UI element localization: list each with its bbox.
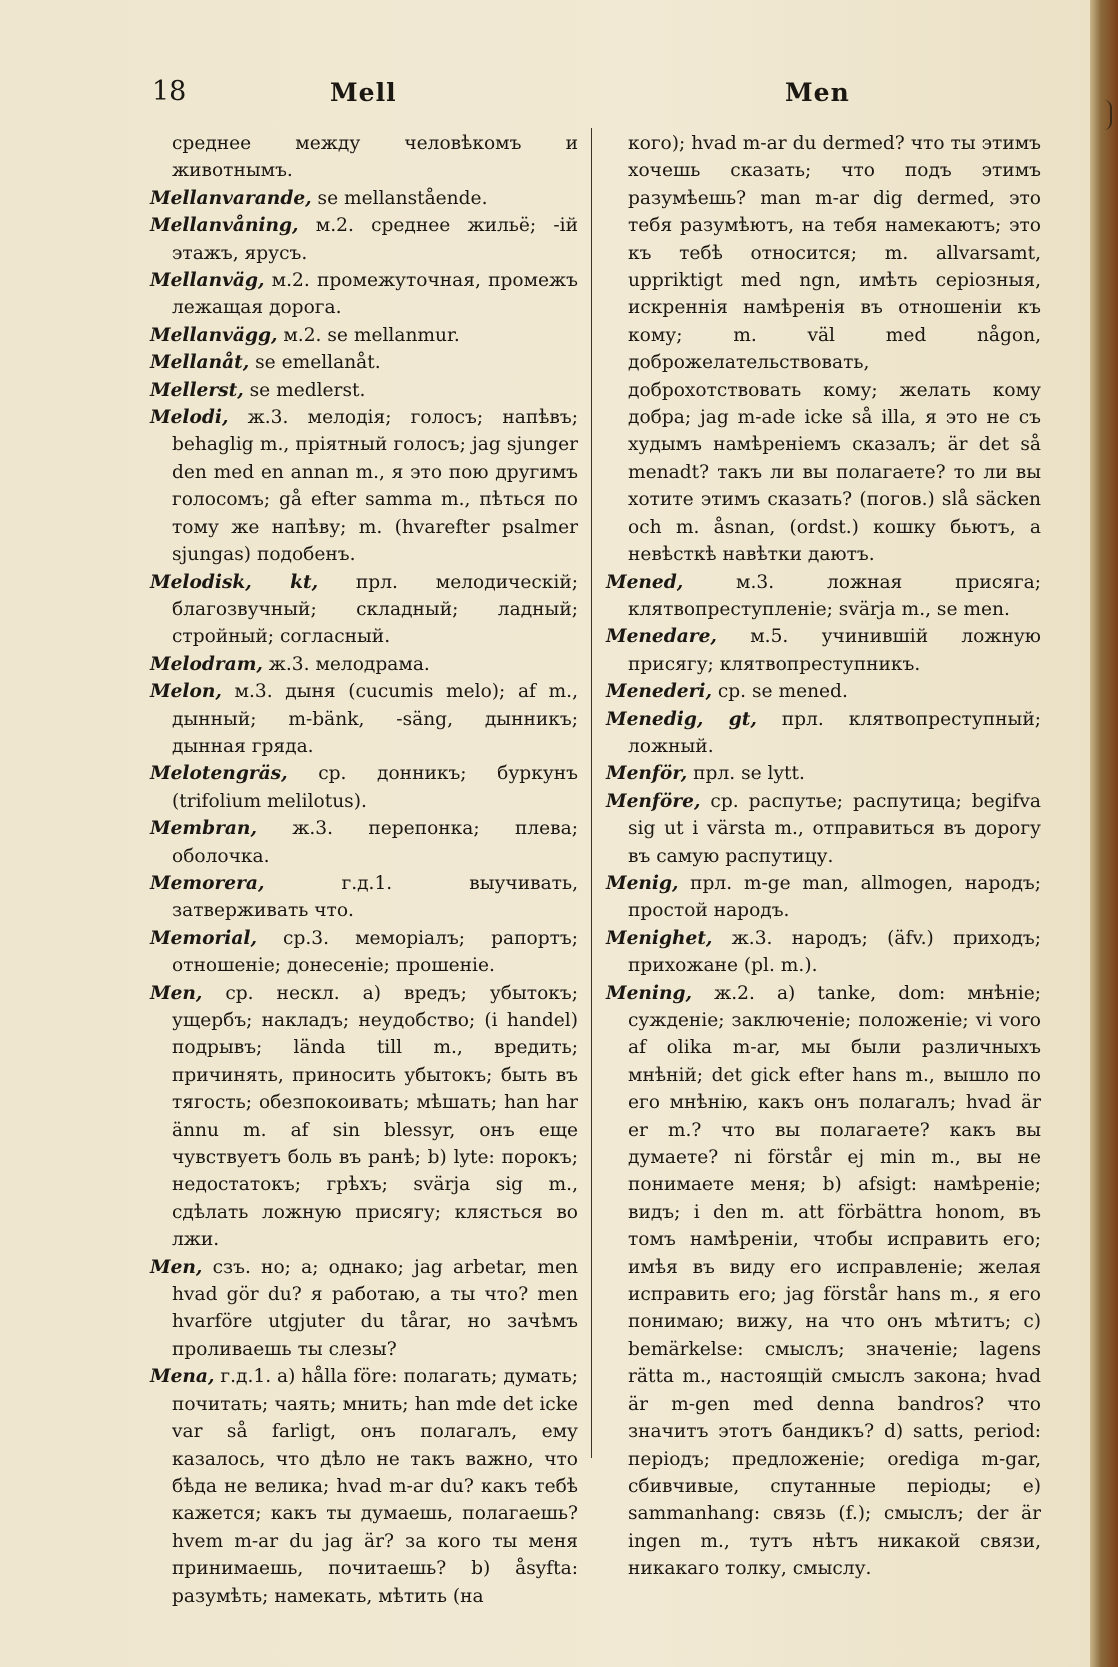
- dictionary-entry: [150, 322, 578, 349]
- entry-headword: Mena,: [150, 1366, 215, 1388]
- dictionary-entry: [606, 569, 1041, 624]
- entry-headword: Mellerst,: [150, 379, 244, 401]
- entry-headword: Menföre,: [606, 790, 701, 812]
- entry-headword: Mellanvägg,: [150, 324, 278, 346]
- entry-definition: ср. se mened.: [711, 681, 848, 703]
- dictionary-entry: [150, 678, 578, 760]
- entry-definition: ср.3. меморіалъ; рапортъ; отношеніе; донесеніе; прошеніе.: [172, 927, 578, 977]
- dictionary-entry: [150, 870, 578, 925]
- entry-definition: ж.3. мелодія; голосъ; напѣвъ; behaglig m., пріятный голосъ; jag sjunger den med en annan m., я это пою другимъ голосомъ; gå efter samma m., пѣться по тому же напѣву; m. (hvarefter psalmer sjungas) подобенъ.: [172, 407, 578, 566]
- entry-headword: Menför,: [606, 763, 688, 785]
- dictionary-entry: [606, 760, 1041, 787]
- entry-definition: ср. распутье; распутица; begifva sig ut i värsta m., отправиться въ дорогу въ самую распутицу.: [628, 790, 1041, 867]
- entry-headword: Menederi,: [606, 681, 712, 703]
- entry-headword: Membran,: [150, 818, 257, 840]
- entry-headword: Mellanväg,: [150, 270, 265, 292]
- guide-word-right: Men: [785, 78, 850, 107]
- left-column: [150, 130, 578, 1610]
- entry-headword: Mellanvåning,: [150, 215, 299, 237]
- bracket-mark: [1100, 100, 1112, 130]
- entry-definition: ср. донникъ; буркунъ (trifolium melilotus).: [172, 763, 578, 812]
- entry-definition: ж.3. народъ; (äfv.) приходъ; прихожане (pl. m.).: [628, 927, 1041, 977]
- page-edge: [1090, 0, 1118, 1667]
- entry-definition: м.2. среднее жильё; -ій этажъ, ярусъ.: [172, 215, 578, 264]
- entry-definition: кого); hvad m-ar du dermed? что ты этимъ хочешь сказать; что подъ этимъ разумѣешь? man m-ar dig dermed, это тебя разумѣютъ, на тебя намекаютъ; это къ тебѣ относится; m. allvarsamt, uppriktigt med ngn, имѣть серіозныя, искреннія намѣренія въ отношеніи къ кому; m. väl med någon, доброжелательствовать, доброхотствовать кому; желать кому добра; jag m-ade icke så illa, я это не съ худымъ намѣреніемъ сказалъ; är det så menadt? такъ ли вы полагаете? то ли вы хотите этимъ сказать? (погов.) slå säcken och m. åsnan, (ordst.) кошку бьютъ, а невѣсткѣ навѣтки даютъ.: [628, 133, 1041, 566]
- dictionary-entry: [150, 1363, 578, 1610]
- dictionary-entry: [150, 651, 578, 678]
- page-header: [0, 72, 1090, 112]
- entry-headword: Men,: [150, 1256, 203, 1278]
- dictionary-entry: [606, 788, 1041, 870]
- entry-headword: Menighet,: [606, 927, 713, 949]
- entry-headword: Menig,: [606, 872, 679, 894]
- entry-headword: Men,: [150, 982, 203, 1004]
- entry-headword: Melotengräs,: [150, 763, 288, 785]
- entry-definition: г.д.1. выучивать, затверживать что.: [172, 872, 578, 922]
- guide-word-left: Mell: [330, 78, 397, 107]
- entry-definition: прл. мелодическій; благозвучный; складный; ладный; стройный; согласный.: [172, 571, 578, 648]
- dictionary-entry: [150, 925, 578, 980]
- dictionary-entry: [150, 212, 578, 267]
- column-divider: [591, 128, 592, 1458]
- entry-definition: ж.3. мелодрама.: [262, 653, 430, 675]
- dictionary-entry: [606, 925, 1041, 980]
- entry-definition: прл. m-ge man, allmogen, народъ; простой народъ.: [628, 872, 1041, 922]
- right-column: [606, 130, 1041, 1583]
- entry-headword: Memorial,: [150, 927, 257, 949]
- dictionary-entry: [150, 980, 578, 1254]
- dictionary-entry: [606, 706, 1041, 761]
- entry-headword: Mellanåt,: [150, 352, 250, 374]
- entry-definition: прл. клятвопреступный; ложный.: [628, 708, 1041, 757]
- entry-headword: Mened,: [606, 571, 684, 593]
- dictionary-entry: [150, 349, 578, 376]
- entry-headword: Memorera,: [150, 872, 265, 894]
- dictionary-entry: [606, 623, 1041, 678]
- entry-headword: Mening,: [606, 982, 692, 1004]
- entry-headword: Mellanvarande,: [150, 187, 312, 209]
- entry-headword: Melodi,: [150, 407, 229, 429]
- entry-definition: se mellanstående.: [311, 187, 488, 209]
- page-number: 18: [152, 76, 187, 107]
- entry-headword: Melodisk, kt,: [150, 571, 319, 593]
- entry-definition: м.2. промежуточная, промежъ лежащая дорога.: [172, 270, 578, 319]
- dictionary-entry: [150, 815, 578, 870]
- dictionary-entry: [606, 870, 1041, 925]
- dictionary-entry: [150, 760, 578, 815]
- dictionary-entry: [606, 130, 1041, 569]
- dictionary-entry: [150, 569, 578, 651]
- dictionary-entry: [150, 130, 578, 185]
- dictionary-entry: [150, 377, 578, 404]
- dictionary-entry: [150, 267, 578, 322]
- dictionary-entry: [150, 1254, 578, 1364]
- entry-definition: м.3. ложная присяга; клятвопреступленіе; svärja m., se men.: [628, 571, 1041, 620]
- entry-definition: г.д.1. а) hålla före: полагать; думать; почитать; чаять; мнить; han mde det icke var så farligt, онъ полагалъ, ему казалось, что дѣло не такъ важно, что бѣда не велика; hvad m-ar du? какъ тебѣ кажется; какъ ты думаешь, полагаешь? hvem m-ar du jag är? за кого ты меня принимаешь, почитаешь? b) åsyfta: разумѣть; намекать, мѣтить (на: [172, 1366, 578, 1607]
- entry-definition: se medlerst.: [243, 379, 366, 401]
- entry-definition: se emellanåt.: [249, 352, 381, 374]
- entry-headword: Menedare,: [606, 626, 717, 648]
- entry-headword: Melon,: [150, 681, 222, 703]
- entry-definition: ж.3. перепонка; плева; оболочка.: [172, 818, 578, 867]
- entry-definition: прл. se lytt.: [687, 763, 805, 785]
- dictionary-entry: [606, 678, 1041, 705]
- entry-definition: среднее между человѣкомъ и животнымъ.: [172, 133, 578, 182]
- entry-definition: сзъ. но; а; однако; jag arbetar, men hvad gör du? я работаю, а ты что? men hvarföre utgjuter du tårar, но зачѣмъ проливаешь ты слезы?: [172, 1256, 578, 1360]
- entry-headword: Melodram,: [150, 653, 263, 675]
- dictionary-entry: [150, 404, 578, 568]
- dictionary-entry: [150, 185, 578, 212]
- entry-headword: Menedig, gt,: [606, 708, 757, 730]
- entry-definition: ср. нескл. а) вредъ; убытокъ; ущербъ; накладъ; неудобство; (i handel) подрывъ; lända till m., вредить; причинять, приносить убытокъ; быть въ тягость; обезпокоивать; мѣшать; han har ännu m. af sin blessyr, онъ еще чувствуетъ боль въ ранѣ; b) lyte: порокъ; недостатокъ; грѣхъ; svärja sig m., сдѣлать ложную присягу; клясться во лжи.: [172, 982, 578, 1251]
- entry-definition: м.5. учинившій ложную присягу; клятвопреступникъ.: [628, 626, 1041, 675]
- entry-definition: м.2. se mellanmur.: [277, 324, 460, 346]
- entry-definition: м.3. дыня (cucumis melo); af m., дынный; m-bänk, -säng, дынникъ; дынная гряда.: [172, 681, 578, 757]
- dictionary-entry: [606, 980, 1041, 1583]
- entry-definition: ж.2. а) tanke, dom: мнѣніе; сужденіе; заключеніе; положеніе; vi voro af olika m-ar, мы были различныхъ мнѣній; det gick efter hans m., вышло по его мнѣнію, какъ онъ полагалъ; hvad är er m.? что вы полагаете? какъ вы думаете? ni förstår ej min m., вы не понимаете меня; b) afsigt: намѣреніе; видъ; i den m. att förbättra honom, въ томъ намѣреніи, чтобы исправить его; имѣя въ виду его исправленіе; желая исправить его; jag förstår hans m., я его понимаю; вижу, на что онъ мѣтитъ; c) bemärkelse: смыслъ; значеніе; lagens rätta m., настоящій смыслъ закона; hvad är m-gen med denna bandros? что значитъ этотъ бандикъ? d) satts, period: періодъ; предложеніе; oredigа m-gar, сбивчивые, спутанные періоды; e) sammanhang: связь (f.); смыслъ; der är ingen m., тутъ нѣтъ никакой связи, никакаго толку, смыслу.: [628, 982, 1041, 1580]
